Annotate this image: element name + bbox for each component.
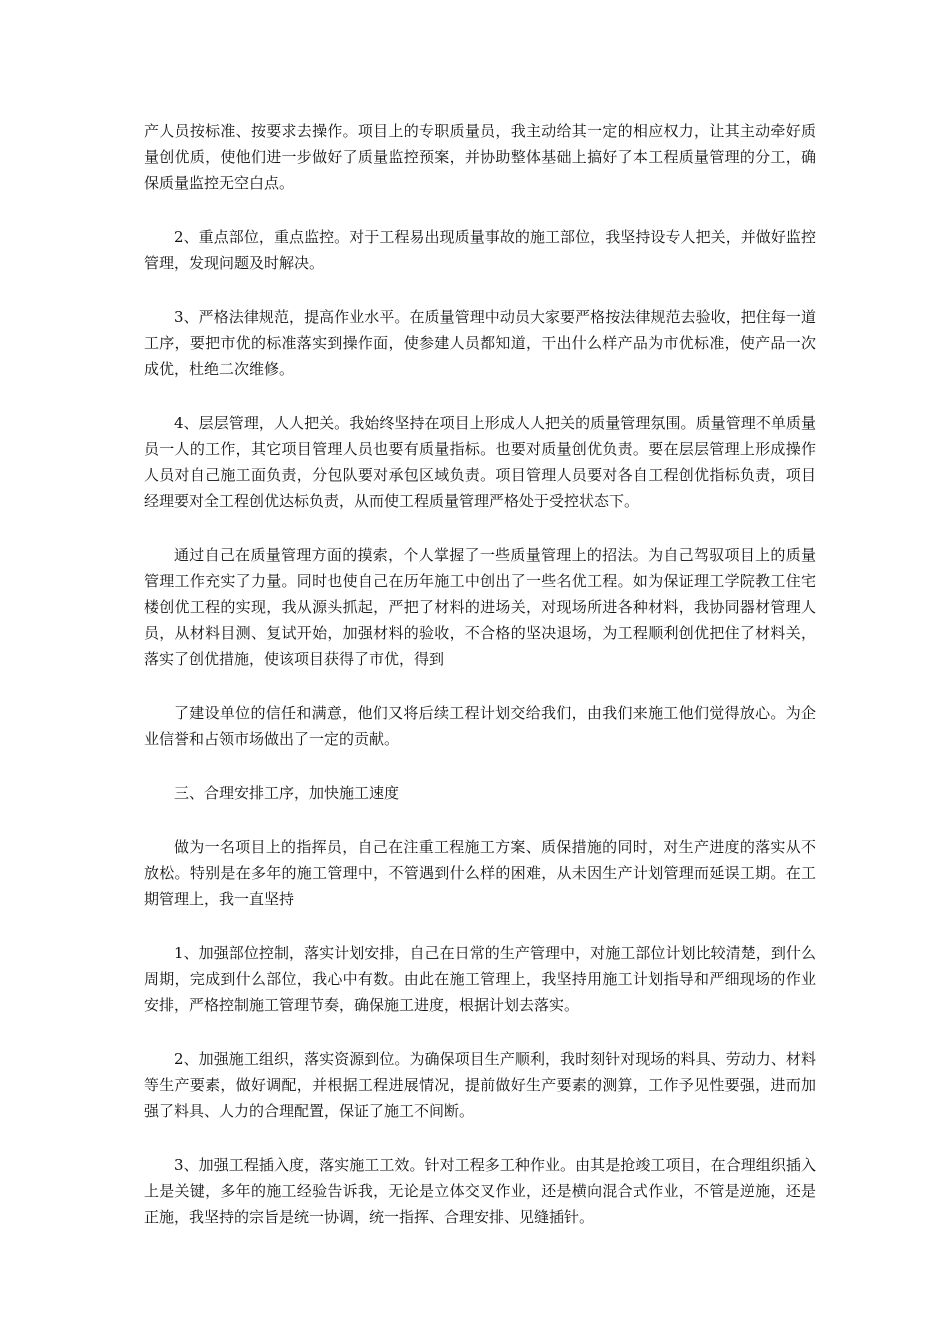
paragraph-9: 1、加强部位控制，落实计划安排，自己在日常的生产管理中，对施工部位计划比较清楚，到什么周期，完成到什么部位，我心中有数。由此在施工管理上，我坚持用施工计划指导和严细现场的作业安排，严格控制施工管理节奏，确保施工进度，根据计划去落实。 — [144, 944, 816, 1014]
paragraph-10: 2、加强施工组织，落实资源到位。为确保项目生产顺利，我时刻针对现场的料具、劳动力、材料等生产要素，做好调配，并根据工程进展情况，提前做好生产要素的测算，工作予见性要强，进而加强了料具、人力的合理配置，保证了施工不间断。 — [144, 1050, 816, 1120]
paragraph-11: 3、加强工程插入度，落实施工工效。针对工程多工种作业。由其是抢竣工项目，在合理组织插入上是关键，多年的施工经验告诉我，无论是立体交叉作业，还是横向混合式作业，不管是逆施，还是正施，我坚持的宗旨是统一协调，统一指挥、合理安排、见缝插针。 — [144, 1156, 816, 1226]
paragraph-2: 2、重点部位，重点监控。对于工程易出现质量事故的施工部位，我坚持设专人把关，并做好监控管理，发现问题及时解决。 — [144, 228, 816, 272]
paragraph-3: 3、严格法律规范，提高作业水平。在质量管理中动员大家要严格按法律规范去验收，把住每一道工序，要把市优的标准落实到操作面，使参建人员都知道，干出什么样产品为市优标准，使产品一次成优，杜绝二次维修。 — [144, 308, 816, 378]
paragraph-4: 4、层层管理，人人把关。我始终坚持在项目上形成人人把关的质量管理氛围。质量管理不单质量员一人的工作，其它项目管理人员也要有质量指标。也要对质量创优负责。要在层层管理上形成操作人员对自己施工面负责，分包队要对承包区域负责。项目管理人员要对各自工程创优指标负责，项目经理要对全工程创优达标负责，从而使工程质量管理严格处于受控状态下。 — [144, 414, 816, 510]
paragraph-5: 通过自己在质量管理方面的摸索，个人掌握了一些质量管理上的招法。为自己驾驭项目上的质量管理工作充实了力量。同时也使自己在历年施工中创出了一些名优工程。如为保证理工学院教工住宅楼创优工程的实现，我从源头抓起，严把了材料的进场关，对现场所进各种材料，我协同器材管理人员，从材料目测、复试开始，加强材料的验收，不合格的坚决退场，为工程顺利创优把住了材料关，落实了创优措施，使该项目获得了市优，得到 — [144, 546, 816, 668]
section-heading: 三、合理安排工序，加快施工速度 — [174, 784, 400, 802]
paragraph-1: 产人员按标准、按要求去操作。项目上的专职质量员，我主动给其一定的相应权力，让其主动牵好质量创优质，使他们进一步做好了质量监控预案，并协助整体基础上搞好了本工程质量管理的分工，确保质量监控无空白点。 — [144, 122, 816, 192]
paragraph-6: 了建设单位的信任和满意，他们又将后续工程计划交给我们，由我们来施工他们觉得放心。为企业信誉和占领市场做出了一定的贡献。 — [144, 704, 816, 748]
document-page — [144, 118, 816, 1258]
paragraph-8: 做为一名项目上的指挥员，自己在注重工程施工方案、质保措施的同时，对生产进度的落实从不放松。特别是在多年的施工管理中，不管遇到什么样的困难，从未因生产计划管理而延误工期。在工期管理上，我一直坚持 — [144, 838, 816, 908]
